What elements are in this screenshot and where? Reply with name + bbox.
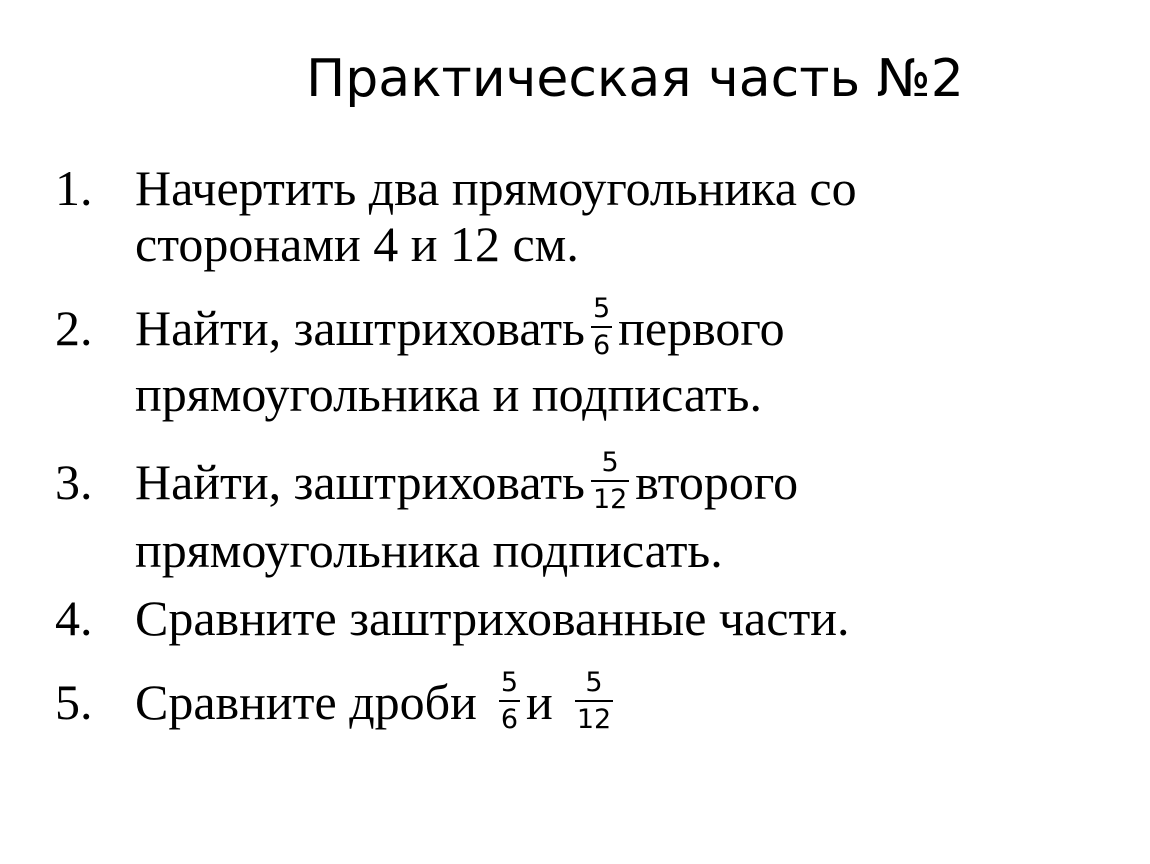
fraction-numerator: 5 <box>592 293 611 325</box>
fraction-bar <box>591 326 612 328</box>
item-text-line2: прямоугольника подписать. <box>135 522 723 578</box>
item-text-before-fraction: Сравните дроби <box>135 674 477 730</box>
fraction-denominator: 6 <box>500 704 519 736</box>
fraction-numerator: 5 <box>601 447 619 479</box>
item-text-line1: Начертить два прямоугольника со <box>135 160 857 216</box>
item-text-line1 <box>135 293 785 367</box>
item-number: 4. <box>55 590 93 646</box>
item-text-after-fraction: второго <box>635 454 799 510</box>
item-text-line1 <box>135 447 799 521</box>
item-number: 2. <box>55 300 93 356</box>
fraction-denominator: 12 <box>576 704 612 736</box>
conjunction: и <box>526 674 553 730</box>
fraction-numerator: 5 <box>500 667 519 699</box>
fraction-denominator: 6 <box>592 330 611 362</box>
item-text-line2: сторонами 4 и 12 см. <box>135 216 579 272</box>
fraction-denominator: 12 <box>592 484 628 516</box>
fraction <box>591 448 629 515</box>
fraction-numerator: 5 <box>585 667 603 699</box>
item-text-before-fraction: Найти, заштриховать <box>135 300 585 356</box>
slide-title: Практическая часть №2 <box>306 49 964 109</box>
item-text-line1: Сравните заштрихованные части. <box>135 590 850 646</box>
item-text-after-fraction: первого <box>618 300 785 356</box>
fraction-bar <box>575 700 613 702</box>
item-number: 5. <box>55 674 93 730</box>
item-text-line1 <box>135 667 619 741</box>
fraction-bar <box>499 700 520 702</box>
fraction-bar <box>591 480 629 482</box>
item-number: 3. <box>55 454 93 510</box>
fraction-a <box>499 668 520 735</box>
item-text-line2: прямоугольника и подписать. <box>135 366 762 422</box>
fraction-b <box>575 668 613 735</box>
item-text-before-fraction: Найти, заштриховать <box>135 454 585 510</box>
fraction <box>591 294 612 361</box>
item-number: 1. <box>55 160 93 216</box>
